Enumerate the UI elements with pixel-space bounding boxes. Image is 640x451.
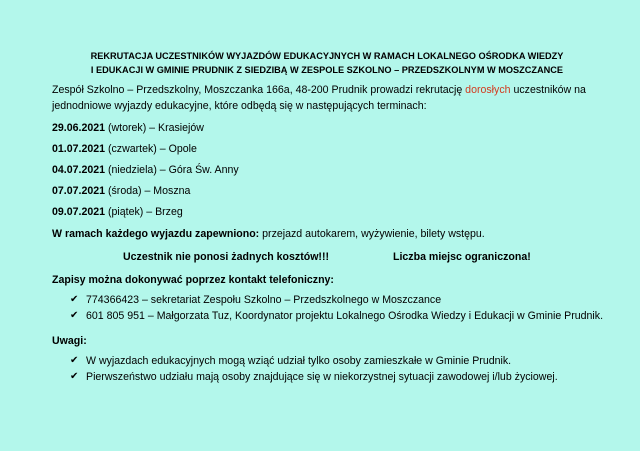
- list-item: [70, 292, 612, 308]
- contact-item-text: 774366423 – sekretariat Zespołu Szkolno – Przedszkolnego w Moszczance: [86, 294, 442, 306]
- document-title: [22, 49, 632, 77]
- check-icon: ✔: [70, 294, 79, 305]
- list-item: [70, 369, 612, 385]
- term-item: [52, 185, 612, 198]
- limited-places-notice: Liczba miejsc ograniczona!: [393, 251, 531, 263]
- intro-paragraph: [52, 82, 612, 114]
- provided-line: [52, 228, 612, 241]
- provided-label: W ramach każdego wyjazdu zapewniono:: [52, 228, 260, 240]
- list-item: [70, 308, 612, 324]
- term-detail: (piątek) – Brzeg: [105, 206, 183, 218]
- contact-item-text: 601 805 951 – Małgorzata Tuz, Koordynator projektu Lokalnego Ośrodka Wiedzy i Edukacji w Gminie Prudnik.: [86, 310, 604, 322]
- title-line-2: I EDUKACJI W GMINIE PRUDNIK Z SIEDZIBĄ W ZESPOLE SZKOLNO – PRZEDSZKOLNYM W MOSZCZANCE: [90, 65, 564, 75]
- title-line-1: REKRUTACJA UCZESTNIKÓW WYJAZDÓW EDUKACYJNYCH W RAMACH LOKALNEGO OŚRODKA WIEDZY: [90, 51, 564, 61]
- remarks-list: [52, 353, 612, 385]
- term-item: [52, 143, 612, 156]
- term-detail: (niedziela) – Góra Św. Anny: [105, 164, 239, 176]
- term-item: [52, 206, 612, 219]
- intro-highlight: dorosłych: [465, 84, 511, 96]
- term-detail: (środa) – Moszna: [105, 185, 191, 197]
- check-icon: ✔: [70, 310, 79, 321]
- remark-item-text: W wyjazdach edukacyjnych mogą wziąć udział tylko osoby zamieszkałe w Gminie Prudnik.: [86, 355, 512, 367]
- term-detail: (wtorek) – Krasiejów: [105, 122, 204, 134]
- contact-heading: Zapisy można dokonywać poprzez kontakt telefoniczny:: [52, 274, 334, 286]
- term-item: [52, 164, 612, 177]
- notice-row: [52, 251, 612, 264]
- provided-text: przejazd autokarem, wyżywienie, bilety wstępu.: [259, 228, 485, 240]
- term-date: 01.07.2021: [52, 143, 106, 155]
- term-date: 07.07.2021: [52, 185, 106, 197]
- check-icon: ✔: [70, 355, 79, 366]
- intro-text-before: Zespół Szkolno – Przedszkolny, Moszczanka 166a, 48-200 Prudnik prowadzi rekrutację: [52, 84, 466, 96]
- terms-list: [52, 122, 612, 219]
- no-cost-notice: Uczestnik nie ponosi żadnych kosztów!!!: [123, 251, 330, 263]
- document: [52, 49, 612, 385]
- contact-list: [52, 292, 612, 324]
- term-detail: (czwartek) – Opole: [105, 143, 197, 155]
- check-icon: ✔: [70, 371, 79, 382]
- remark-item-text: Pierwszeństwo udziału mają osoby znajdujące się w niekorzystnej sytuacji zawodowej i/lub życiowej.: [86, 371, 558, 383]
- remarks-heading: Uwagi:: [52, 335, 87, 347]
- term-date: 09.07.2021: [52, 206, 106, 218]
- intro-text-after: uczestników na jednodniowe wyjazdy edukacyjne, które odbędą się w następujących terminach:: [52, 84, 586, 112]
- term-item: [52, 122, 612, 135]
- list-item: [70, 353, 612, 369]
- term-date: 29.06.2021: [52, 122, 106, 134]
- term-date: 04.07.2021: [52, 164, 106, 176]
